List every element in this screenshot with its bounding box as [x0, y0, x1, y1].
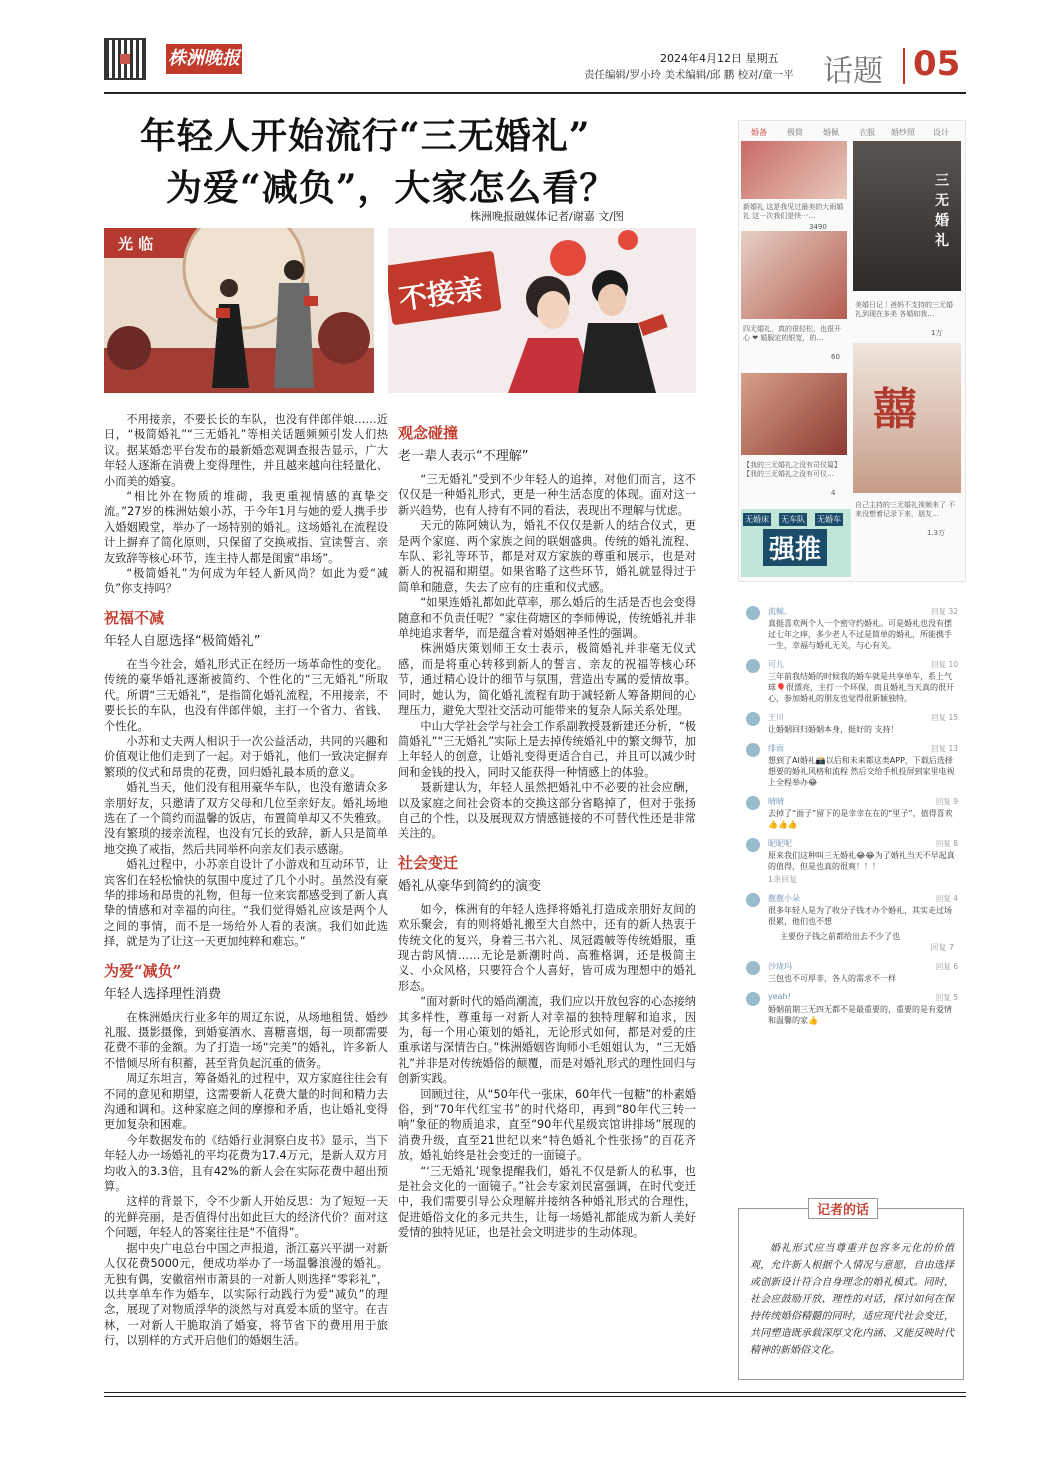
comment-text: 真挺喜欢两个人一个密守约婚礼。可是婚礼也没有摆过七年之痒，多少老人不过是简单的婚礼，所能携手一生，幸福与婚礼无关，与心有关。 — [768, 619, 952, 650]
reporter-note-body: 婚礼形式应当尊重并包容多元化的价值观，允许新人根据个人情况与意愿，自由选择或创新设计符合自身理念的婚礼模式。同时，社会应鼓励开放、理性的对话，探讨如何在保持传统婚俗精髓的同时，适应现代社会变迁，共同塑造既承载深厚文化内涵、又能反映时代精神的新婚俗文化。 — [750, 1243, 954, 1356]
body-paragraph: 这样的背景下，令不少新人开始反思：为了短短一天的光鲜亮丽，是否值得付出如此巨大的经济代价？面对这个问题，年轻人的答案往往是“不值得”。 — [104, 1195, 388, 1240]
page-number: 05 — [913, 44, 961, 84]
feed-card-likes: 60 — [831, 353, 840, 361]
comment-item — [738, 604, 964, 651]
body-paragraph: 婚礼过程中，小苏亲自设计了小游戏和互动环节，让宾客们在轻松愉快的氛围中度过了几个小时。虽然没有豪华的排场和昂贵的礼物，但每一位来宾都感受到了新人真挚的情感和对幸福的向往。“我们觉得婚礼应该是两个人之间的事情，而不是一场给外人看的表演。我们如此选择，就是为了让这一天更加纯粹和难忘。” — [104, 858, 388, 949]
comment-author[interactable]: 可儿 — [768, 660, 784, 669]
body-paragraph: 回顾过往，从“50年代一张床，60年代一包糖”的朴素婚俗，到“70年代红宝书”的时代烙印，再到“80年代三转一响”象征的物质追求，直至“90年代星级宾馆讲排场”展现的消费升级，直至21世纪以来“特色婚礼个性张扬”的百花齐放，婚礼始终是社会变迁的一面镜子。 — [398, 1087, 696, 1163]
intro-paragraph: “极简婚礼”为何成为年轻人新风尚？如此为爱“减负”你支持吗？ — [104, 567, 388, 596]
section-heading: 祝福不减 — [104, 608, 165, 627]
body-paragraph: “三无婚礼”受到不少年轻人的追捧，对他们而言，这不仅仅是一种婚礼形式，更是一种生活态度的体现。面对这一新兴趋势，也有人持有不同的看法，表现出不理解与忧虑。 — [398, 473, 696, 517]
body-paragraph: 据中央广电总台中国之声报道，浙江嘉兴平湖一对新人仅花费5000元，便成功举办了一场温馨浪漫的婚礼。无独有偶，安徽宿州市萧县的一对新人则选择“零彩礼”，以共享单车作为婚车，以实际行动践行为爱“减负”的理念，展现了对物质浮华的淡然与对真爱本质的坚守。在吉林，一对新人干脆取消了婚宴，将节省下的费用用于旅行，以别样的方式开启他们的婚姻生活。 — [104, 1241, 388, 1348]
comment-author[interactable]: 晴晴 — [768, 797, 784, 806]
feed-card-image[interactable] — [853, 141, 961, 291]
comment-text: 婚姻前期三无四无都不是最重要的，重要的是有爱情和温馨的家👍 — [768, 1005, 952, 1025]
banner-tag: 无车队 — [781, 515, 805, 524]
comment-item — [738, 990, 964, 1026]
photo-sign-text-2: 不接亲 — [396, 271, 485, 317]
comment-list — [738, 604, 964, 1032]
body-paragraph: 如今，株洲有的年轻人选择将婚礼打造成亲朋好友间的欢乐聚会，有的则将婚礼搬至大自然中，还有的新人热衷于传统文化的复兴，身着三书六礼、凤冠霞帔等传统婚服，重现古韵风情……无论是新潮时尚、高雅格调，还是极简主义、小众风格，只要符合个人喜好，皆可成为理想中的婚礼形态。 — [398, 902, 696, 993]
comment-item — [738, 794, 964, 830]
body-paragraph: 小苏和丈夫两人相识于一次公益活动，共同的兴趣和价值观让他们走到了一起。对于婚礼，他们一致决定摒弃繁琐的仪式和昂贵的花费，回归婚礼最本质的意义。 — [104, 734, 388, 779]
avatar[interactable] — [746, 659, 760, 673]
avatar[interactable] — [746, 961, 760, 975]
social-feed-screenshot — [738, 120, 966, 582]
section-divider — [903, 48, 905, 84]
feed-card-likes: 3490 — [809, 223, 827, 231]
comment-reply-like[interactable]: 回复 9 — [935, 797, 958, 806]
body-paragraph: 天元的陈阿姨认为，婚礼不仅仅是新人的结合仪式，更是两个家庭、两个家族之间的联姻盛典。传统的婚礼流程、车队、彩礼等环节，都是对双方家族的尊重和展示，也是对新人的祝福和期望。如果省略了这些环节，婚礼就显得过于简单和随意，失去了应有的庄重和仪式感。 — [398, 519, 696, 594]
intro-paragraph: “相比外在物质的堆砌，我更重视情感的真挚交流。”27岁的株洲姑娘小苏，于今年1月与她的爱人携手步入婚姻殿堂，举办了一场特别的婚礼。这场婚礼在流程设计上摒弃了简化原则，只保留了交换戒指、宣读誓言、亲友致辞等核心环节，连主持人都是闺蜜“串场”。 — [104, 490, 388, 565]
feed-card-image[interactable] — [741, 141, 847, 199]
banner-tag: 无婚车 — [817, 515, 841, 524]
feed-card-image[interactable] — [741, 231, 847, 319]
body-paragraph: “面对新时代的婚尚潮流，我们应以开放包容的心态接纳其多样性，尊重每一对新人对幸福的独特理解和追求，因为，每一个用心策划的婚礼，无论形式如何，都是对爱的庄重承诺与深情告白。”株洲婚姻咨询师小毛姐姐认为，“三无婚礼”并非是对传统婚俗的颠覆，而是对婚礼形式的理性回归与创新实践。 — [398, 995, 696, 1086]
feed-tab[interactable]: 极简 — [787, 128, 803, 137]
comment-text: 去掉了“面子”留下的是幸幸在在的“里子”，值得喜欢👍👍👍 — [768, 809, 953, 829]
comment-item — [738, 836, 964, 885]
banner-tag: 无婚床 — [745, 515, 769, 524]
avatar[interactable] — [746, 992, 760, 1006]
intro-paragraph: 不用接亲，不要长长的车队，也没有伴郎伴娘……近日，“极简婚礼”“三无婚礼”等相关话题频频引发人们热议。据某婚恋平台发布的最新婚恋观调查报告显示，广大年轻人逐渐在消费上变得理性，并且越来越向往轻量化、小而美的婚宴。 — [104, 413, 388, 488]
avatar[interactable] — [746, 838, 760, 852]
section-heading: 为爱“减负” — [104, 961, 182, 980]
section-subheading: 婚礼从豪华到简约的演变 — [398, 878, 542, 894]
comment-item — [738, 710, 964, 735]
body-paragraph: 今年数据发布的《结婚行业洞察白皮书》显示，当下年轻人办一场婚礼的平均花费为17.4万元，是新人双方月均收入的3.3倍，且有42%的新人会在实际花费中超出预算。 — [104, 1133, 388, 1194]
body-paragraph: “‘三无婚礼’现象提醒我们，婚礼不仅是新人的私事，也是社会文化的一面镜子。”社会专家刘民富强调，在时代变迁中，我们需要引导公众理解并接纳各种婚礼形式的合理性，促进婚俗文化的多元共生，让每一场婚礼都能成为新人美好爱情的独特见证，也是社会文明进步的生动体现。 — [398, 1164, 696, 1240]
feed-card-likes: 1.3万 — [927, 529, 946, 537]
comment-author[interactable]: 王川 — [768, 713, 784, 722]
feed-tab[interactable]: 婚纱照 — [891, 128, 915, 137]
feed-card-image[interactable] — [853, 343, 961, 493]
reporter-note-title: 记者的话 — [808, 1198, 878, 1219]
comment-author[interactable]: 绯雨 — [768, 744, 784, 753]
comment-item — [738, 891, 964, 953]
header-rule — [104, 92, 966, 94]
comment-text: 三年前我结婚的时候我的婚车就是共享单车，系上气球🎈很漂亮，主打一个环保，而且婚礼当天真的很开心，参加婚礼的朋友也觉得很新颖独特。 — [768, 672, 954, 703]
article-column-2 — [398, 412, 696, 1241]
body-paragraph: 周辽东坦言，筹备婚礼的过程中，双方家庭往往会有不同的意见和期望，这需要新人花费大量的时间和精力去沟通和调和。这种家庭之间的摩擦和矛盾，也让婚礼变得更加复杂和困难。 — [104, 1072, 388, 1132]
editor-credits: 责任编辑/罗小玲 美术编辑/邱 鹏 校对/童一平 — [584, 69, 794, 81]
body-paragraph: 在当今社会，婚礼形式正在经历一场革命性的变化。传统的豪华婚礼逐渐被简约、个性化的“三无婚礼”所取代。所谓“三无婚礼”，是指简化婚礼流程，不用接亲，不要长长的车队，也没有伴郎伴娘，主打一个省力、省钱、个性化。 — [104, 657, 388, 733]
comment-item — [738, 959, 964, 984]
comment-author[interactable]: 昵昵呢 — [768, 839, 792, 848]
double-happiness-icon: 囍 — [873, 384, 917, 435]
comment-reply-meta[interactable]: 回复 7 — [930, 943, 954, 952]
comment-reply-like[interactable]: 回复 5 — [935, 993, 958, 1002]
body-paragraph: 株洲婚庆策划师王女士表示，极简婚礼并非毫无仪式感，而是将重心转移到新人的誓言、亲友的祝福等核心环节，通过精心设计的细节与氛围，营造出专属的爱情故事。同时，她认为，简化婚礼流程有助于减轻新人筹备期间的心理压力，避免大型社交活动可能带来的复杂人际关系处理。 — [398, 642, 696, 718]
comment-item — [738, 741, 964, 788]
body-paragraph: 在株洲婚庆行业多年的周辽东说，从场地租赁、婚纱礼服、摄影摄像，到婚宴酒水、喜糖喜烟，每一项都需要花费不菲的金额。为了打造一场“完美”的婚礼，许多新人不惜倾尽所有积蓄，甚至背负起沉重的债务。 — [104, 1010, 388, 1070]
comment-author[interactable]: yeah! — [768, 992, 791, 1001]
comment-reply-like[interactable]: 回复 6 — [935, 962, 958, 971]
comment-replies-link[interactable]: 1条回复 — [768, 875, 798, 884]
body-paragraph: “如果连婚礼都如此草率，那么婚后的生活是否也会变得随意和不负责任呢？”家住荷塘区的李师傅说，传统婚礼并非单纯追求奢华，而是蕴含着对婚姻神圣性的强调。 — [398, 596, 696, 641]
body-paragraph: 婚礼当天，他们没有租用豪华车队，也没有邀请众多亲朋好友，只邀请了双方父母和几位至亲好友。婚礼场地选在了一个简约而温馨的饭店，布置简单却又不失雅致。没有繁琐的接亲流程，也没有冗长的致辞，新人只是简单地交换了戒指，然后共同举杯向亲友们表示感谢。 — [104, 781, 388, 856]
avatar[interactable] — [746, 712, 760, 726]
comment-author[interactable]: 靓靓小朵 — [768, 894, 800, 903]
comment-author[interactable]: 流鲸。 — [768, 607, 792, 616]
headline-line-2: 为爱“减负”，大家怎么看？ — [166, 167, 617, 209]
body-paragraph: 中山大学社会学与社会工作系副教授聂新建还分析，“极简婚礼”“三无婚礼”实际上是去掉传统婚礼中的繁文缛节，加上年轻人的创意，让婚礼变得更适合自己，并且可以减少时间和金钱的投入，同时又能获得一种情感上的体验。 — [398, 719, 696, 779]
section-name: 话题 — [823, 54, 883, 89]
comment-text: 想到了AI婚礼📸以后和未来都这类APP，下载后选择想要的婚礼风格和流程 然后交给手机投屏到家里电视上全程举办😂 — [768, 756, 955, 787]
feed-card-caption: 自己主持的三无婚礼视频来了 不来没想着记录下来，朋友… — [855, 501, 956, 518]
footer-rule — [104, 1396, 966, 1397]
body-paragraph: 聂新建认为，年轻人虽然把婚礼中不必要的社会应酬，以及家庭之间社会资本的交换这部分省略掉了，但对于张扬自己的个性，以及展现双方情感链接的不可替代性还是非常关注的。 — [398, 781, 696, 841]
feed-card-caption: 新婚礼 这是我见过最美的大雨婚礼 这一次我们是快一… — [743, 203, 844, 220]
feed-card-vertical-title: 三无婚礼 — [935, 173, 949, 249]
wedding-photo-couple — [388, 228, 696, 393]
feed-card-caption: 美婚日记｜爸妈不支持的三无婚礼到现在多美 各婚如我… — [855, 301, 953, 318]
comment-reply-like[interactable]: 回复 8 — [935, 839, 958, 848]
avatar[interactable] — [746, 743, 760, 757]
feed-tab[interactable]: 婚佩 — [823, 128, 839, 137]
feed-tab[interactable]: 婚备 — [751, 128, 767, 137]
feed-tab[interactable]: 衣服 — [859, 128, 875, 137]
comment-reply-like[interactable]: 回复 32 — [931, 607, 958, 616]
footer-rule — [104, 1392, 966, 1393]
comment-text: 原来我们这种叫三无婚礼😂😂为了婚礼当天不早起真的值得，但是也真的很爽！！！ — [768, 851, 955, 871]
byline: 株洲晚报融媒体记者/谢嘉 文/图 — [470, 210, 624, 223]
headline-line-1: 年轻人开始流行“三无婚礼” — [140, 115, 591, 157]
feed-card-caption: 四无婚礼，真的很轻松，也很开心 ❤ 婚服定的银宽，的… — [743, 325, 841, 342]
comment-text: 很多年轻人是为了收分子钱才办个婚礼，其实走过场很累，他们也不想 — [768, 906, 952, 926]
section-heading: 观念碰撞 — [398, 424, 459, 442]
section-subheading: 年轻人选择理性消费 — [104, 986, 222, 1002]
photo-sign-text: 光 临 — [118, 235, 154, 253]
section-subheading: 老一辈人表示“不理解” — [398, 449, 529, 464]
section-subheading: 年轻人自愿选择“极简婚礼” — [104, 633, 261, 649]
avatar[interactable] — [746, 606, 760, 620]
banner-main-text: 强推 — [763, 529, 827, 566]
wedding-photo-stage — [104, 228, 374, 393]
comment-reply-like[interactable]: 回复 10 — [931, 660, 958, 669]
avatar[interactable] — [746, 893, 760, 907]
comment-text: 三包也不可厚非，各人的需求不一样 — [768, 974, 896, 983]
comment-item — [738, 657, 964, 704]
comment-text: 让婚姻回归婚姻本身，挺好的 支持！ — [768, 725, 899, 734]
comment-reply-text: 主要份子钱之前都给出去不少了也 — [780, 932, 900, 941]
qr-code — [104, 38, 146, 80]
issue-date: 2024年4月12日 星期五 — [660, 52, 779, 65]
newspaper-logo: 株洲晚报 — [166, 44, 242, 74]
feed-card-likes: 4 — [831, 489, 836, 497]
feed-card-likes: 1万 — [931, 329, 943, 337]
feed-card-image[interactable] — [741, 373, 847, 455]
feed-tab[interactable]: 设计 — [933, 128, 949, 137]
comment-reply-like[interactable]: 回复 13 — [931, 744, 958, 753]
comment-reply-like[interactable]: 回复 4 — [935, 894, 958, 903]
comment-reply-like[interactable]: 回复 15 — [931, 713, 958, 722]
article-column-1 — [104, 412, 388, 1349]
comment-author[interactable]: 沙珑玛 — [768, 962, 792, 971]
feed-card-caption: 【我的三无婚礼之没有司仪篇】【我的三无婚礼之没有可仪… — [743, 461, 841, 478]
avatar[interactable] — [746, 796, 760, 810]
section-heading: 社会变迁 — [398, 853, 459, 872]
feed-banner[interactable] — [741, 509, 851, 577]
